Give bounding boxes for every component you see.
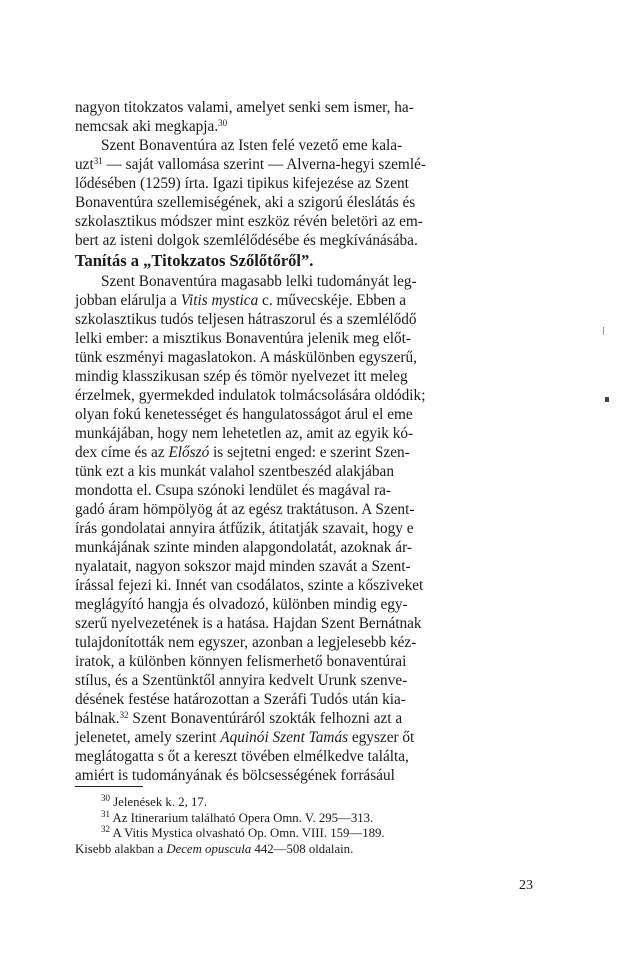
text-line: dex címe és az [75, 444, 169, 461]
text-line: désének festése határozottan a Szeráfi Tudós után kia- [75, 691, 406, 708]
footnote-text: 442—508 oldalain. [251, 841, 354, 856]
text-line: nyalatait, nagyon sokszor majd minden szavát a Szent- [75, 558, 411, 575]
footnote-text: Kisebb alakban a [75, 841, 167, 856]
footnote-number: 30 [101, 793, 110, 803]
text-line: egyszer őt [348, 729, 415, 746]
text-line: c. művecskéje. Ebben a [258, 292, 407, 309]
text-line: nemcsak aki megkapja. [75, 118, 219, 135]
text-line: jobban elárulja a [75, 292, 181, 309]
text-line: lődésében (1259) írta. Igazi tipikus kifejezése az Szent [75, 175, 409, 192]
footnote-ref: 30 [218, 118, 228, 128]
text-line: nagyon titokzatos valami, amelyet senki sem ismer, ha- [75, 99, 414, 116]
text-line: stílus, és a Szentünktől annyira kedvelt Urunk szenve- [75, 672, 408, 689]
text-line: meglágyító hangja és olvadozó, különben mindig egy- [75, 596, 408, 613]
footnote-number: 31 [101, 808, 110, 819]
text-line: iratok, a különben könnyen felismerhető bonaventúrai [75, 653, 407, 670]
text-line: jelenetet, amely szerint [75, 729, 221, 746]
footnote-number: 32 [101, 824, 110, 834]
text-line: munkájában, hogy nem lehetetlen az, amit az egyik kó- [75, 425, 414, 442]
page-number: 23 [519, 878, 533, 893]
text-line: szerű nyelvezetének is a hatása. Hajdan Szent Bernátnak [75, 615, 422, 632]
text-line: szkolasztikus módszer mint eszköz révén beletöri az em- [75, 213, 423, 230]
footnote-divider [75, 786, 143, 787]
text-line: Bonaventúra szellemiségének, aki a szigorú éleslátás és [75, 194, 416, 211]
text-line: lelki ember: a misztikus Bonaventúra jelenik meg előt- [75, 330, 412, 347]
footnote-32-continued [75, 842, 533, 858]
paragraph-3 [75, 272, 533, 785]
text-line: Szent Bonaventúra magasabb lelki tudományát leg- [101, 273, 417, 290]
text-line: mindig klasszikusan szép és tömör nyelvezet itt meleg [75, 368, 408, 385]
italic-title: Vitis mystica [180, 292, 259, 309]
footnote-30 [75, 795, 533, 811]
italic-title: Decem opuscula [166, 841, 252, 856]
margin-mark [603, 327, 604, 335]
text-line: munkájának szinte minden alapgondolatát, azoknak ár- [75, 539, 412, 556]
text-line: amiért is tudományának és bölcsességének forrásául [75, 767, 395, 784]
text-line: írás gondolatai annyira átfűzik, átitatják szavait, hogy e [75, 520, 414, 537]
footnote-31 [75, 808, 533, 827]
footnote-text: Az Itinerarium található Opera Omn. V. 295—313. [112, 810, 374, 825]
text-line: meglátogatta s őt a kereszt tövében elmélkedve találta, [75, 748, 409, 765]
text-line: szkolasztikus tudós teljesen hátraszorul és a szemlélődő [75, 311, 417, 328]
section-heading: Tanítás a „Titokzatos Szőlőtőről”. [75, 251, 314, 270]
text-line: bert az isteni dolgok szemlélődésébe és megkívánásába. [75, 232, 418, 249]
footnotes [75, 795, 533, 857]
italic-title: Előszó [168, 444, 210, 461]
paragraph-1 [75, 98, 533, 136]
text-line: bálnak. [75, 710, 120, 727]
footnote-text: A Vitis Mystica olvasható Op. Omn. VIII. 159—189. [112, 826, 385, 840]
text-line: Szent Bonaventúra az Isten felé vezető eme kala- [101, 137, 403, 154]
footnote-32 [75, 826, 533, 842]
text-line: gadó áram hömpölyög át az egész traktátuson. A Szent- [75, 501, 415, 518]
text-line: is sejtetni enged: e szerint Szen- [209, 444, 410, 461]
text-line: tünk ezt a kis munkát valahol szentbeszéd alakjában [75, 463, 394, 480]
main-text [75, 98, 533, 785]
footnote-ref: 32 [119, 710, 129, 720]
footnote-text: Jelenések k. 2, 17. [113, 795, 208, 809]
margin-mark [605, 397, 609, 402]
text-line: tünk eszményi magaslatokon. A máskülönben egyszerű, [75, 349, 417, 366]
italic-name: Aquinói Szent Tamás [220, 729, 349, 746]
paragraph-2 [75, 136, 533, 250]
footnote-ref: 31 [93, 156, 103, 166]
text-line: mondotta el. Csupa szónoki lendület és magával ra- [75, 482, 392, 499]
text-line: uzt [75, 156, 94, 173]
text-line: olyan fokú kenetességet és hangulatosságot árul el eme [75, 406, 413, 423]
text-line: — saját vallomása szerint — Alverna-hegyi szemlé- [102, 156, 426, 173]
text-line: érzelmek, gyermekded indulatok tolmácsolására oldódik; [75, 387, 426, 404]
text-line: tulajdonították nem egyszer, azonban a legjelesebb kéz- [75, 634, 417, 651]
text-line: Szent Bonaventúráról szokták felhozni azt a [128, 710, 403, 727]
text-line: írással fejezi ki. Innét van csodálatos, szinte a kősziveket [75, 577, 424, 594]
